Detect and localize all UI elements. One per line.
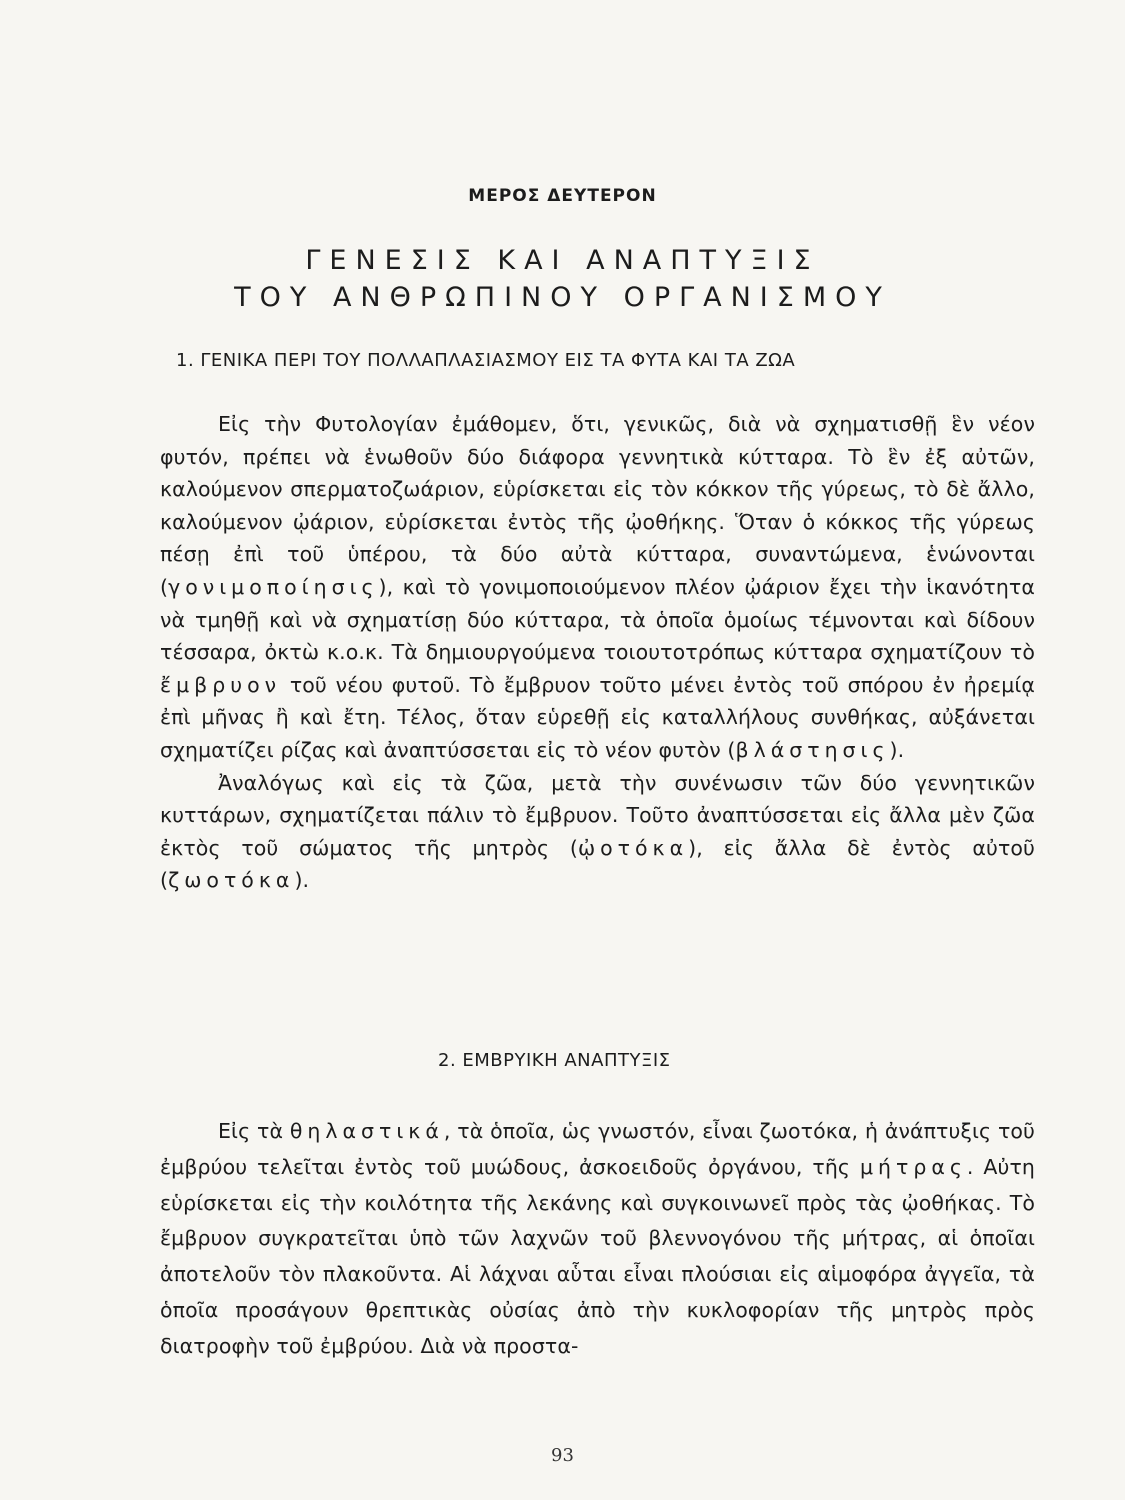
text-run: Εἰς τὰ bbox=[218, 1119, 290, 1143]
chapter-title-line-2: ΤΟΥ ΑΝΘΡΩΠΙΝΟΥ ΟΡΓΑΝΙΣΜΟΥ bbox=[234, 282, 891, 313]
section-2-heading: 2. ΕΜΒΡΥΙΚΗ ΑΝΑΠΤΥΞΙΣ bbox=[438, 1050, 671, 1071]
page-number: 93 bbox=[551, 1445, 574, 1466]
spaced-term-ootoka: ᾠοτόκα bbox=[577, 835, 689, 860]
spaced-term-gonimopoiisis: γονιμοποίησις bbox=[168, 574, 379, 599]
text-run: ), καὶ τὸ γονιμοποιούμενον πλέον ᾠάριον ἔχει τὴν ἱκανότητα νὰ τμηθῇ καὶ νὰ σχηματίσῃ δύο κύτταρα, τὰ ὁποῖα ὁμοίως τέμνονται καὶ δίδουν τέσσαρα, ὀκτὼ κ.ο.κ. Τὰ δημιουργούμενα τοιουτοτρόπως κύτταρα σχηματίζουν τὸ bbox=[160, 574, 1035, 665]
spaced-term-vlastisis: βλάστησις bbox=[735, 737, 890, 762]
text-run: Ἀναλόγως καὶ εἰς τὰ ζῶα, μετὰ τὴν συνένωσιν τῶν δύο γεννητικῶν κυττάρων, σχηματίζεται πάλιν τὸ ἔμβρυον. Τοῦτο ἀναπτύσσεται εἰς ἄλλα μὲν ζῶα ἐκτὸς τοῦ σώματος τῆς μητρὸς ( bbox=[160, 770, 1035, 860]
spaced-term-mitras: μήτρας bbox=[859, 1154, 967, 1179]
section-2-paragraph-1 bbox=[160, 1114, 1035, 1365]
section-1-heading: 1. ΓΕΝΙΚΑ ΠΕΡΙ ΤΟΥ ΠΟΛΛΑΠΛΑΣΙΑΣΜΟΥ ΕΙΣ ΤΑ ΦΥΤΑ ΚΑΙ ΤΑ ΖΩΑ bbox=[176, 350, 796, 371]
section-1-paragraph-1 bbox=[160, 408, 1035, 767]
spaced-term-thilastika: θηλαστικά bbox=[289, 1119, 444, 1143]
section-1-paragraph-2 bbox=[160, 767, 1035, 897]
text-run: ). bbox=[294, 868, 310, 893]
part-title: ΜΕΡΟΣ ΔΕΥΤΕΡΟΝ bbox=[468, 186, 657, 206]
text-run: ). bbox=[889, 737, 905, 762]
spaced-term-embryon: ἔμβρυον bbox=[160, 672, 282, 697]
text-run: τοῦ νέου φυτοῦ. Τὸ ἔμβρυον τοῦτο μένει ἐντὸς τοῦ σπόρου ἐν ἠρεμίᾳ ἐπὶ μῆνας ἢ καὶ ἔτη. Τέλος, ὅταν εὑρεθῇ εἰς καταλλήλους συνθήκας, αὐξάνεται σχηματίζει ρίζας καὶ ἀναπτύσσεται εἰς τὸ νέον φυτὸν ( bbox=[160, 672, 1035, 762]
text-run: ), εἰς ἄλλα δὲ ἐντὸς αὐτοῦ ( bbox=[160, 835, 1035, 893]
spaced-term-zootoka: ζωοτόκα bbox=[168, 868, 295, 893]
text-run: . Αὐτη εὑρίσκεται εἰς τὴν κοιλότητα τῆς λεκάνης καὶ συγκοινωνεῖ πρὸς τὰς ᾠοθήκας. Τὸ ἔμβρυον συγκρατεῖται ὑπὸ τῶν λαχνῶν τοῦ βλεννογόνου τῆς μήτρας, αἱ ὁποῖαι ἀποτελοῦν τὸν πλακοῦντα. Αἱ λάχναι αὗται εἶναι πλούσιαι εἰς αἱμοφόρα ἀγγεῖα, τὰ ὁποῖα προσάγουν θρεπτικὰς οὐσίας ἀπὸ τὴν κυκλοφορίαν τῆς μητρὸς πρὸς διατροφὴν τοῦ ἐμβρύου. Διὰ νὰ προστα- bbox=[160, 1154, 1035, 1358]
section-1-body bbox=[160, 408, 1035, 897]
text-run: , τὰ ὁποῖα, ὡς γνωστόν, εἶναι ζωοτόκα, ἡ ἀνάπτυξις τοῦ ἐμβρύου τελεῖται ἐντὸς τοῦ μυώδους, ἀσκοειδοῦς ὀργάνου, τῆς bbox=[160, 1119, 1035, 1179]
chapter-title-line-1: ΓΕΝΕΣΙΣ ΚΑΙ ΑΝΑΠΤΥΞΙΣ bbox=[305, 245, 820, 276]
text-run: Εἰς τὴν Φυτολογίαν ἐμάθομεν, ὅτι, γενικῶς, διὰ νὰ σχηματισθῇ ἓν νέον φυτόν, πρέπει νὰ ἑνωθοῦν δύο διάφορα γεννητικὰ κύτταρα. Τὸ ἓν ἐξ αὐτῶν, καλούμενον σπερματοζωάριον, εὑρίσκεται εἰς τὸν κόκκον τῆς γύρεως, τὸ δὲ ἄλλο, καλούμενον ᾠάριον, εὑρίσκεται ἐντὸς τῆς ᾠοθήκης. Ὅταν ὁ κόκκος τῆς γύρεως πέσῃ ἐπὶ τοῦ ὑπέρου, τὰ δύο αὐτὰ κύτταρα, συναντώμενα, ἑνώνονται ( bbox=[160, 412, 1035, 599]
section-2-body bbox=[160, 1114, 1035, 1365]
